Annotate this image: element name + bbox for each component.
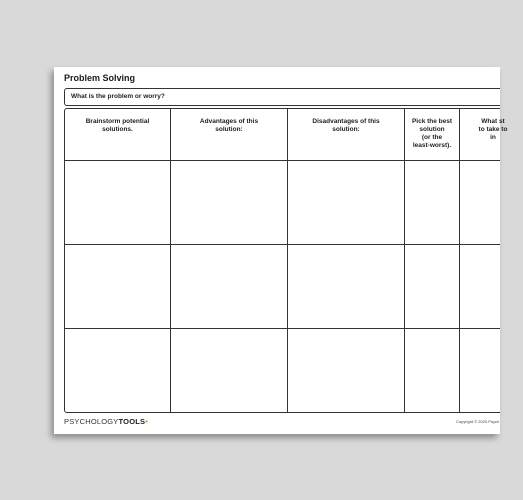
worksheet-title: Problem Solving xyxy=(64,73,136,83)
copyright-notice: Copyright © 2020 Psych xyxy=(456,419,500,424)
worksheet-page xyxy=(54,67,508,434)
header-pick-best: Pick the best solution (or the least-worst). xyxy=(411,118,453,149)
column-divider xyxy=(170,109,171,412)
header-steps: What st to take to in xyxy=(478,118,508,141)
psychology-tools-logo xyxy=(64,417,148,426)
column-divider xyxy=(459,109,460,412)
problem-field[interactable] xyxy=(64,88,500,106)
logo-text-tools: TOOLS xyxy=(118,417,146,426)
header-advantages: Advantages of this solution: xyxy=(199,118,259,133)
row-divider xyxy=(65,244,500,245)
problem-label: What is the problem or worry? xyxy=(71,93,165,100)
column-divider xyxy=(404,109,405,412)
header-disadvantages: Disadvantages of this solution: xyxy=(312,118,380,133)
logo-text-psychology: PSYCHOLOGY xyxy=(64,417,119,426)
row-divider xyxy=(65,160,500,161)
column-divider xyxy=(287,109,288,412)
solutions-table xyxy=(64,108,508,413)
logo-mark: • xyxy=(145,417,149,426)
header-brainstorm: Brainstorm potential solutions. xyxy=(85,118,150,133)
row-divider xyxy=(65,328,500,329)
